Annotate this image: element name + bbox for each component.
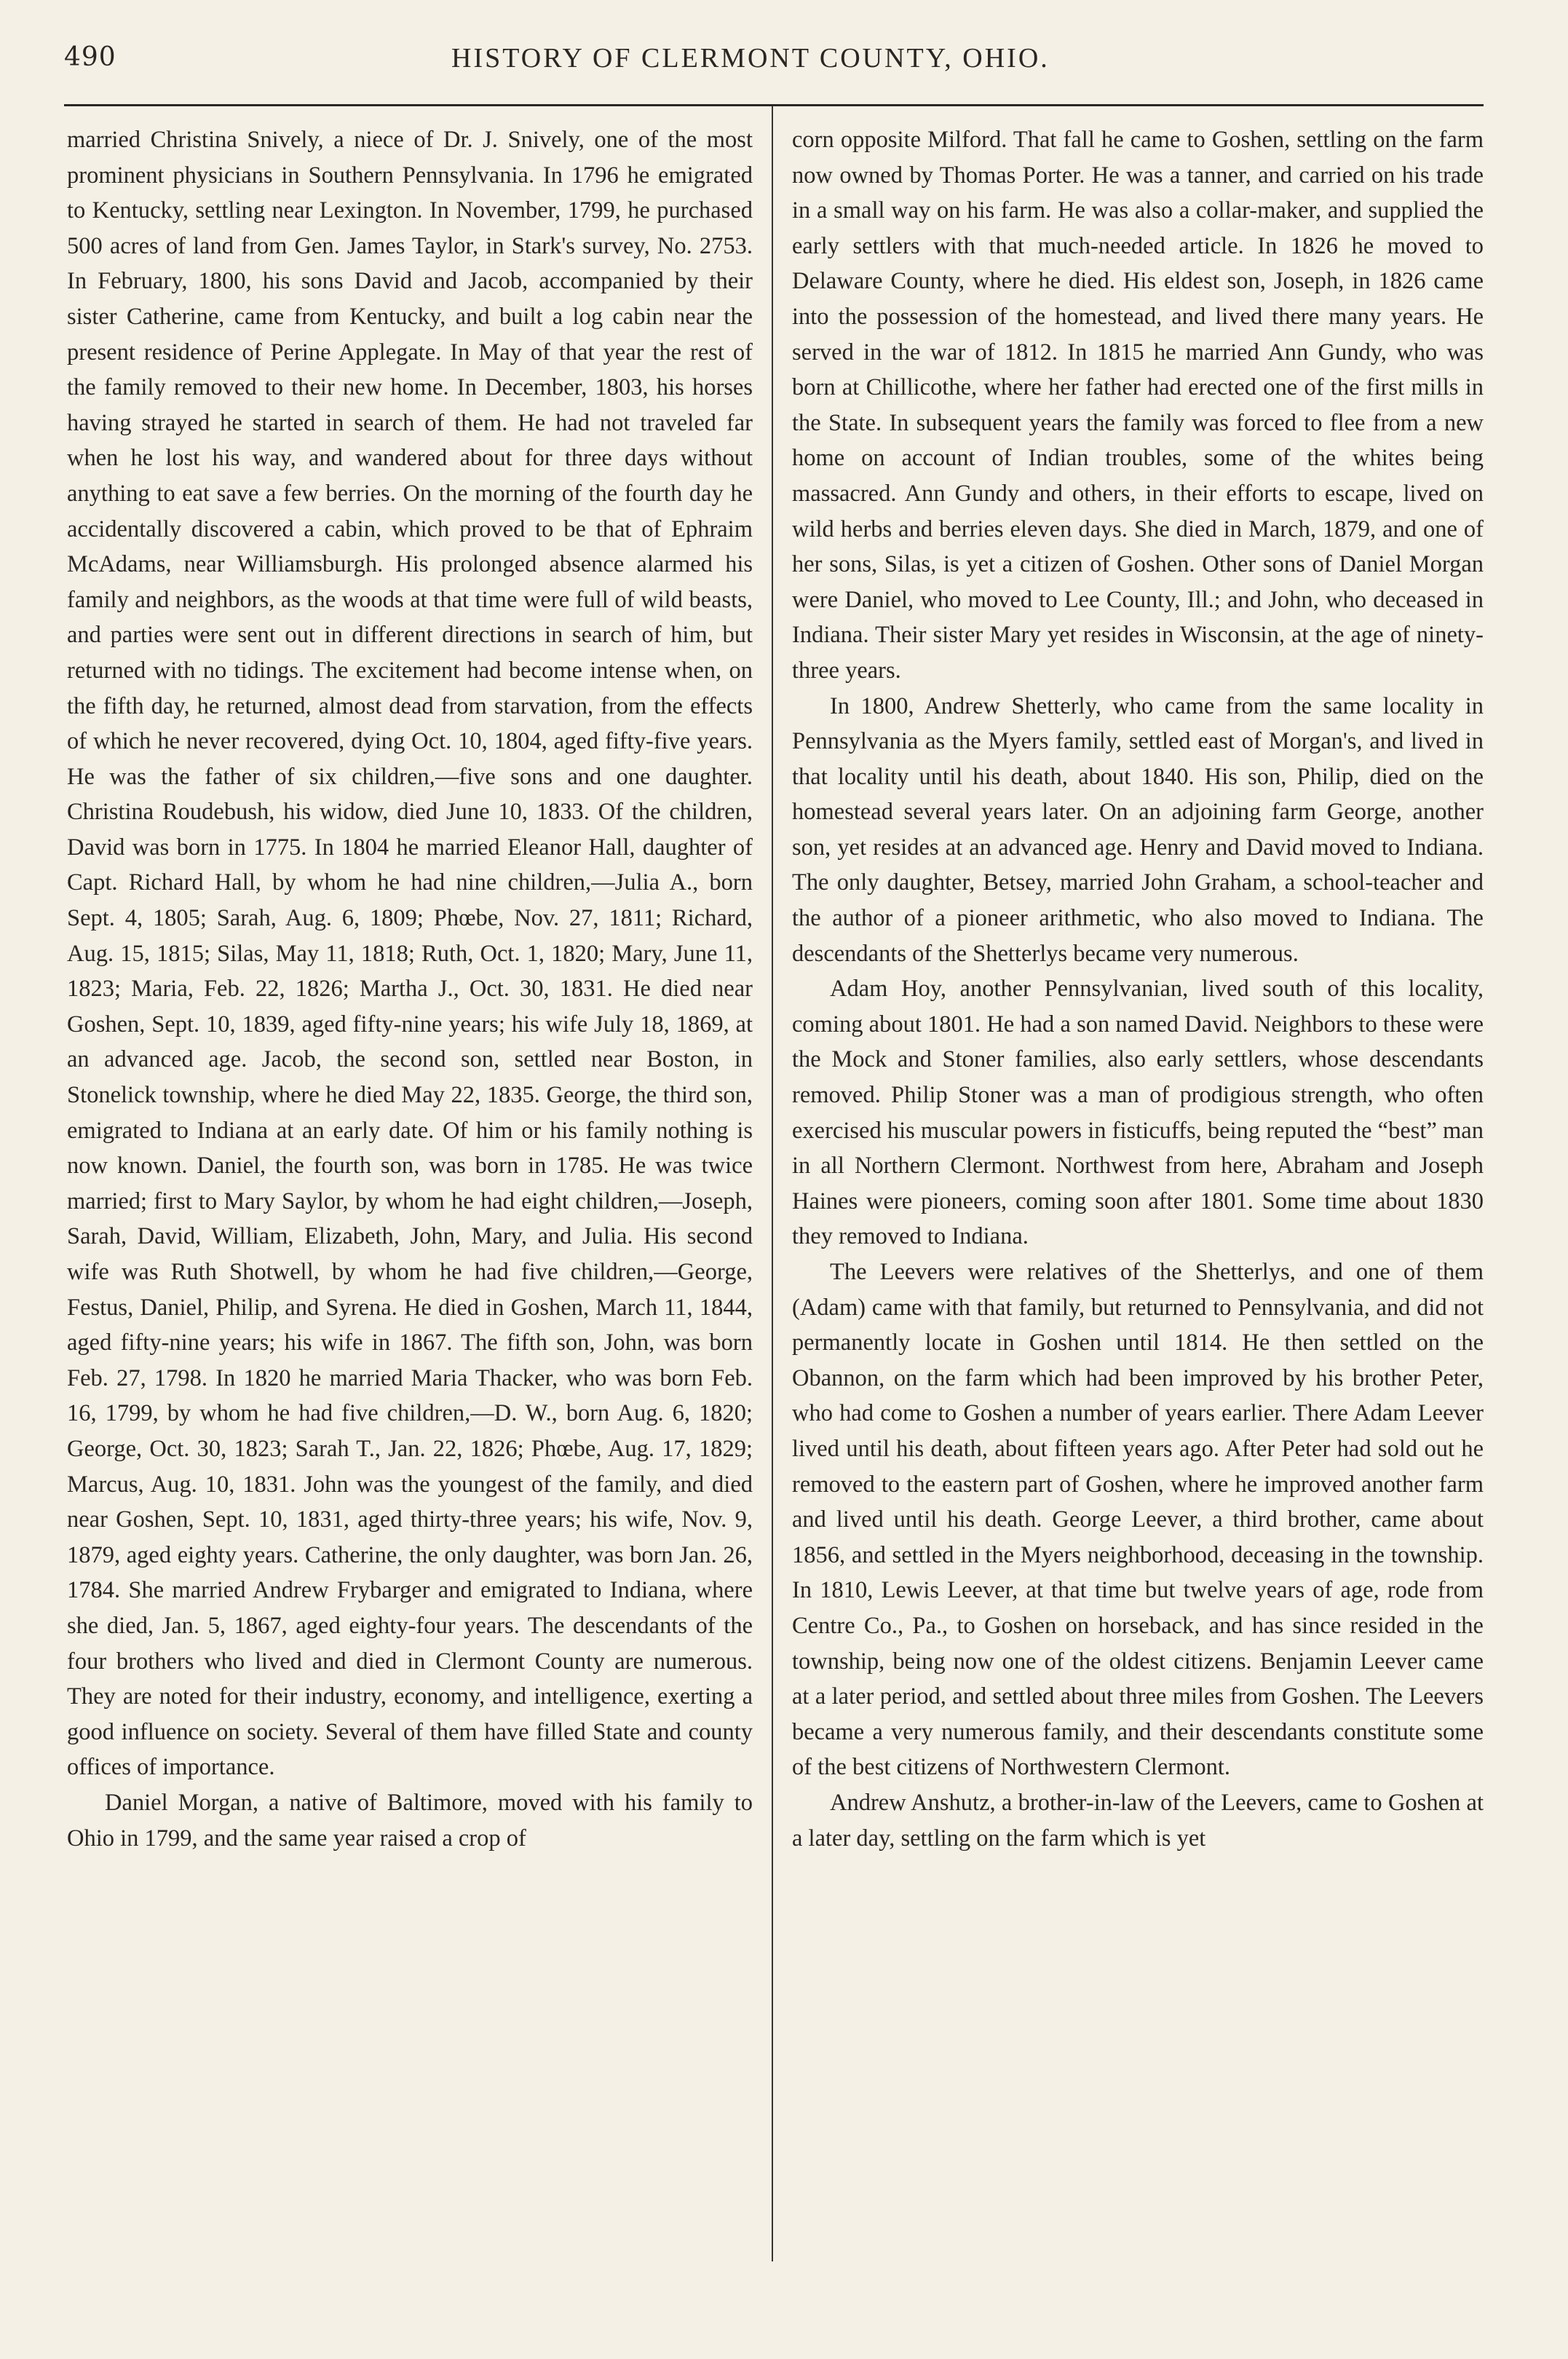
paragraph: Daniel Morgan, a native of Baltimore, moved with his family to Ohio in 1799, and the same year raised a crop of (67, 1789, 753, 1852)
paragraph: The Leevers were relatives of the Shetterlys, and one of them (Adam) came with that family, but returned to Pennsylvania, and did not permanently locate in Goshen until 1814. He then settled on the Obannon, on the farm which had been improved by his brother Peter, who had come to Goshen a number of years earlier. There Adam Leever lived until his death, about fifteen years ago. After Peter had sold out he removed to the eastern part of Goshen, where he improved another farm and lived until his death. George Leever, a third brother, came about 1856, and settled in the Myers neighborhood, deceasing in the township. In 1810, Lewis Leever, at that time but twelve years of age, rode from Centre Co., Pa., to Goshen on horseback, and has since resided in the township, being now one of the oldest citizens. Benjamin Leever came at a later period, and settled about three miles from Goshen. The Leevers became a very numerous family, and their descendants constitute some of the best citizens of Northwestern Clermont. (792, 1259, 1484, 1781)
page-header (0, 42, 1568, 86)
paragraph: Andrew Anshutz, a brother-in-law of the Leevers, came to Goshen at a later day, settling on the farm which is yet (792, 1789, 1484, 1852)
right-column (792, 122, 1484, 1856)
paragraph: married Christina Snively, a niece of Dr. J. Snively, one of the most prominent physicians in Southern Pennsylvania. In 1796 he emigrated to Kentucky, settling near Lexington. In November, 1799, he purchased 500 acres of land from Gen. James Taylor, in Stark's survey, No. 2753. In February, 1800, his sons David and Jacob, accompanied by their sister Catherine, came from Kentucky, and built a log cabin near the present residence of Perine Applegate. In May of that year the rest of the family removed to their new home. In December, 1803, his horses having strayed he started in search of them. He had not traveled far when he lost his way, and wandered about for three days without anything to eat save a few berries. On the morning of the fourth day he accidentally discovered a cabin, which proved to be that of Ephraim McAdams, near Williamsburgh. His prolonged absence alarmed his family and neighbors, as the woods at that time were full of wild beasts, and parties were sent out in different directions in search of him, but returned with no tidings. The excitement had become intense when, on the fifth day, he returned, almost dead from starvation, from the effects of which he never recovered, dying Oct. 10, 1804, aged fifty-five years. He was the father of six children,—five sons and one daughter. Christina Roudebush, his widow, died June 10, 1833. Of the children, David was born in 1775. In 1804 he married Eleanor Hall, daughter of Capt. Richard Hall, by whom he had nine children,—Julia A., born Sept. 4, 1805; Sarah, Aug. 6, 1809; Phœbe, Nov. 27, 1811; Richard, Aug. 15, 1815; Silas, May 11, 1818; Ruth, Oct. 1, 1820; Mary, June 11, 1823; Maria, Feb. 22, 1826; Martha J., Oct. 30, 1831. He died near Goshen, Sept. 10, 1839, aged fifty-nine years; his wife July 18, 1869, at an advanced age. Jacob, the second son, settled near Boston, in Stonelick township, where he died May 22, 1835. George, the third son, emigrated to Indiana at an early date. Of him or his family nothing is now known. Daniel, the fourth son, was born in 1785. He was twice married; first to Mary Saylor, by whom he had eight children,—Joseph, Sarah, David, William, Elizabeth, John, Mary, and Julia. His second wife was Ruth Shotwell, by whom he had five children,—George, Festus, Daniel, Philip, and Syrena. He died in Goshen, March 11, 1844, aged fifty-nine years; his wife in 1867. The fifth son, John, was born Feb. 27, 1798. In 1820 he married Maria Thacker, who was born Feb. 16, 1799, by whom he had five children,—D. W., born Aug. 6, 1820; George, Oct. 30, 1823; Sarah T., Jan. 22, 1826; Phœbe, Aug. 17, 1829; Marcus, Aug. 10, 1831. John was the youngest of the family, and died near Goshen, Sept. 10, 1831, aged thirty-three years; his wife, Nov. 9, 1879, aged eighty years. Catherine, the only daughter, was born Jan. 26, 1784. She married Andrew Frybarger and emigrated to Indiana, where she died, Jan. 5, 1867, aged eighty-four years. The descendants of the four brothers who lived and died in Clermont County are numerous. They are noted for their industry, economy, and intelligence, exerting a good influence on society. Several of them have filled State and county offices of importance. (67, 127, 753, 1781)
page-number: 490 (64, 42, 116, 72)
paragraph: corn opposite Milford. That fall he came to Goshen, settling on the farm now owned by Thomas Porter. He was a tanner, and carried on his trade in a small way on his farm. He was also a collar-maker, and supplied the early settlers with that much-needed article. In 1826 he moved to Delaware County, where he died. His eldest son, Joseph, in 1826 came into the possession of the homestead, and lived there many years. He served in the war of 1812. In 1815 he married Ann Gundy, who was born at Chillicothe, where her father had erected one of the first mills in the State. In subsequent years the family was forced to flee from a new home on account of Indian troubles, some of the whites being massacred. Ann Gundy and others, in their efforts to escape, lived on wild herbs and berries eleven days. She died in March, 1879, and one of her sons, Silas, is yet a citizen of Goshen. Other sons of Daniel Morgan were Daniel, who moved to Lee County, Ill.; and John, who deceased in Indiana. Their sister Mary yet resides in Wisconsin, at the age of ninety-three years. (792, 127, 1484, 684)
column-divider (772, 106, 773, 2261)
paragraph: Adam Hoy, another Pennsylvanian, lived south of this locality, coming about 1801. He had a son named David. Neighbors to these were the Mock and Stoner families, also early settlers, whose descendants removed. Philip Stoner was a man of prodigious strength, who often exercised his muscular powers in fisticuffs, being reputed the “best” man in all Northern Clermont. Northwest from here, Abraham and Joseph Haines were pioneers, coming soon after 1801. Some time about 1830 they removed to Indiana. (792, 976, 1484, 1250)
left-column (67, 122, 753, 1856)
header-rule (64, 104, 1484, 106)
paragraph: In 1800, Andrew Shetterly, who came from the same locality in Pennsylvania as the Myers family, settled east of Morgan's, and lived in that locality until his death, about 1840. His son, Philip, died on the homestead several years later. On an adjoining farm George, another son, yet resides at an advanced age. Henry and David moved to Indiana. The only daughter, Betsey, married John Graham, a school-teacher and the author of a pioneer arithmetic, who also moved to Indiana. The descendants of the Shetterlys became very numerous. (792, 692, 1484, 967)
running-title: HISTORY OF CLERMONT COUNTY, OHIO. (451, 43, 1050, 74)
